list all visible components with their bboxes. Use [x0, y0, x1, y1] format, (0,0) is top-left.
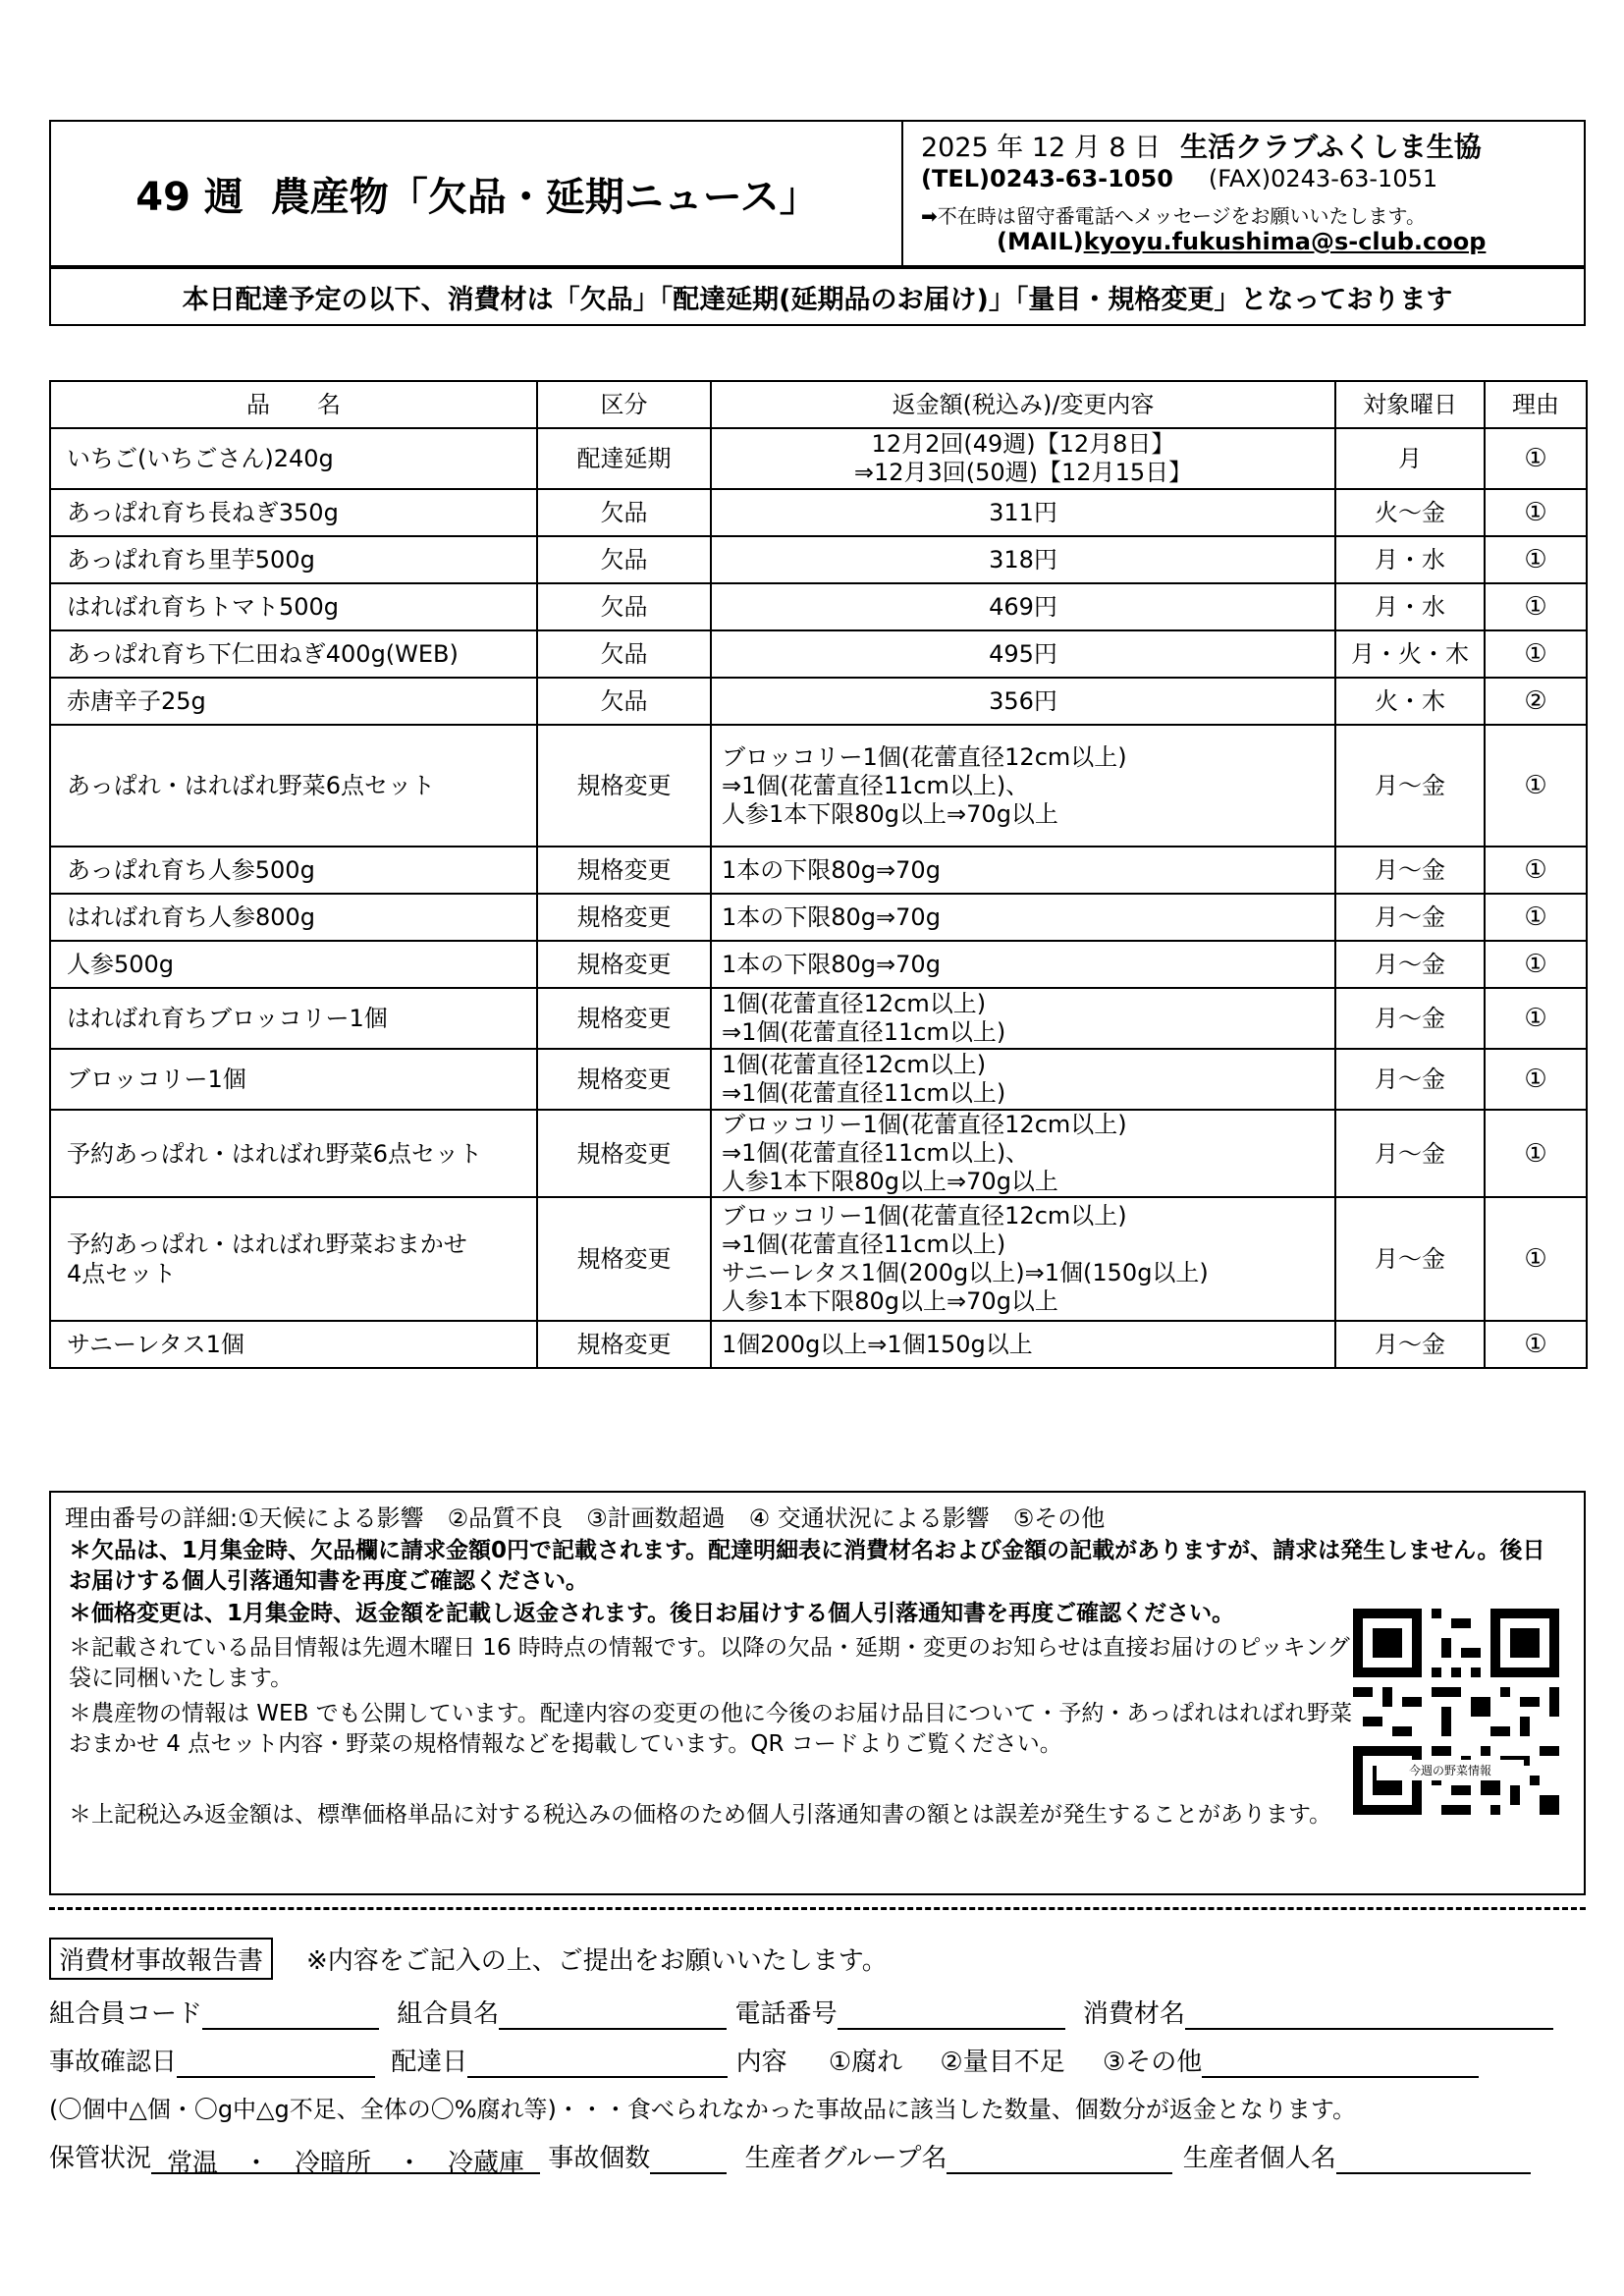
item-detail: 1本の下限80g⇒70g — [711, 941, 1335, 988]
item-detail: 1個(花蕾直径12cm以上) ⇒1個(花蕾直径11cm以上) — [711, 1049, 1335, 1110]
accident-count-label: 事故個数 — [548, 2144, 651, 2173]
table-row — [50, 630, 1587, 678]
col-header-kubun: 区分 — [537, 381, 711, 428]
col-header-detail: 返金額(税込み)/変更内容 — [711, 381, 1335, 428]
item-kubun: 規格変更 — [537, 847, 711, 894]
delivery-date-label: 配達日 — [391, 2048, 468, 2077]
table-row — [50, 489, 1587, 536]
intro-banner: 本日配達予定の以下、消費材は「欠品」「配達延期(延期品のお届け)」「量目・規格変更」となっております — [49, 267, 1586, 326]
item-day: 月～金 — [1335, 988, 1485, 1049]
delivery-date-field[interactable] — [467, 2050, 728, 2078]
item-detail: 469円 — [711, 583, 1335, 630]
accident-count-field[interactable] — [650, 2147, 727, 2174]
table-header-row — [50, 381, 1587, 428]
option-rot[interactable]: ①腐れ — [828, 2048, 903, 2077]
storage-label: 保管状況 — [49, 2144, 152, 2173]
item-reason: ① — [1485, 536, 1587, 583]
producer-group-field[interactable] — [947, 2147, 1172, 2174]
content-label: 内容 — [735, 2048, 787, 2077]
note-refund-diff: ＊上記税込み返金額は、標準価格単品に対する税込みの価格のため個人引落通知書の額とは誤差が発生することがあります。 — [69, 1802, 1332, 1828]
item-kubun: 規格変更 — [537, 1321, 711, 1368]
item-day: 月・水 — [1335, 536, 1485, 583]
report-row-2 — [49, 2042, 1479, 2078]
item-name-label: 消費材名 — [1082, 1999, 1185, 2029]
qr-code-icon[interactable] — [1353, 1609, 1559, 1815]
contact-line — [921, 165, 1437, 192]
item-kubun: 規格変更 — [537, 1110, 711, 1197]
mail-address[interactable]: kyoyu.fukushima@s-club.coop — [1083, 228, 1487, 255]
report-title: 消費材事故報告書 — [49, 1938, 273, 1980]
item-kubun: 規格変更 — [537, 1197, 711, 1321]
table-row — [50, 1321, 1587, 1368]
item-kubun: 規格変更 — [537, 941, 711, 988]
page-title: 49 週 農産物「欠品・延期ニュース」 — [49, 120, 903, 267]
storage-options[interactable]: 常温 ・ 冷暗所 ・ 冷蔵庫 — [151, 2143, 540, 2174]
item-detail: 495円 — [711, 630, 1335, 678]
table-row — [50, 1110, 1587, 1197]
phone-label: 電話番号 — [734, 1999, 838, 2029]
absent-note: ➡不在時は留守番電話へメッセージをお願いいたします。 — [921, 204, 1426, 228]
confirm-date-label: 事故確認日 — [49, 2048, 178, 2077]
item-day: 月 — [1335, 428, 1485, 489]
item-day: 月～金 — [1335, 941, 1485, 988]
item-detail: ブロッコリー1個(花蕾直径12cm以上) ⇒1個(花蕾直径11cm以上)、 人参1本下限80g以上⇒70g以上 — [711, 725, 1335, 847]
refund-note: (〇個中△個・〇g中△g不足、全体の〇%腐れ等)・・・食べられなかった事故品に該当した数量、個数分が返金となります。 — [49, 2096, 1356, 2123]
item-name: はればれ育ちブロッコリー1個 — [50, 988, 537, 1049]
item-reason: ① — [1485, 1321, 1587, 1368]
item-name: あっぱれ育ち長ねぎ350g — [50, 489, 537, 536]
item-day: 月～金 — [1335, 1321, 1485, 1368]
item-detail: 1本の下限80g⇒70g — [711, 847, 1335, 894]
member-name-field[interactable] — [499, 2002, 727, 2030]
other-field[interactable] — [1202, 2050, 1479, 2078]
table-row — [50, 988, 1587, 1049]
item-day: 火・木 — [1335, 678, 1485, 725]
item-kubun: 欠品 — [537, 630, 711, 678]
item-name: あっぱれ育ち里芋500g — [50, 536, 537, 583]
item-kubun: 配達延期 — [537, 428, 711, 489]
item-name: はればれ育ち人参800g — [50, 894, 537, 941]
items-table — [49, 380, 1588, 1369]
item-detail: ブロッコリー1個(花蕾直径12cm以上) ⇒1個(花蕾直径11cm以上)、 人参1本下限80g以上⇒70g以上 — [711, 1110, 1335, 1197]
producer-group-label: 生産者グループ名 — [744, 2144, 947, 2173]
qr-label: 今週の野菜情報 — [1377, 1760, 1524, 1780]
tel-number: (TEL)0243-63-1050 — [921, 165, 1173, 192]
item-day: 月～金 — [1335, 725, 1485, 847]
table-row — [50, 678, 1587, 725]
note-missing: ＊欠品は、1月集金時、欠品欄に請求金額0円で記載されます。配達明細表に消費材名および金額の記載がありますが、請求は発生しません。後日お届けする個人引落通知書を再度ご確認ください。 — [69, 1538, 1545, 1594]
item-kubun: 欠品 — [537, 678, 711, 725]
report-row-3 — [49, 2138, 1531, 2178]
table-row — [50, 1197, 1587, 1321]
producer-name-label: 生産者個人名 — [1182, 2144, 1336, 2173]
mail-label: (MAIL) — [997, 228, 1084, 255]
item-detail: 12月2回(49週)【12月8日】 ⇒12月3回(50週)【12月15日】 — [711, 428, 1335, 489]
item-reason: ① — [1485, 1197, 1587, 1321]
table-row — [50, 725, 1587, 847]
option-other[interactable]: ③その他 — [1103, 2048, 1203, 2077]
table-row — [50, 428, 1587, 489]
item-detail: ブロッコリー1個(花蕾直径12cm以上) ⇒1個(花蕾直径11cm以上) サニーレタス1個(200g以上)⇒1個(150g以上) 人参1本下限80g以上⇒70g以上 — [711, 1197, 1335, 1321]
item-kubun: 規格変更 — [537, 1049, 711, 1110]
item-kubun: 欠品 — [537, 536, 711, 583]
item-name: 赤唐辛子25g — [50, 678, 537, 725]
table-row — [50, 583, 1587, 630]
item-name: 人参500g — [50, 941, 537, 988]
item-day: 火～金 — [1335, 489, 1485, 536]
table-row — [50, 536, 1587, 583]
item-reason: ① — [1485, 988, 1587, 1049]
header-date-line — [921, 126, 1482, 165]
item-day: 月・火・木 — [1335, 630, 1485, 678]
table-row — [50, 894, 1587, 941]
item-reason: ① — [1485, 1049, 1587, 1110]
table-row — [50, 847, 1587, 894]
report-note: ※内容をご記入の上、ご提出をお願いいたします。 — [306, 1946, 888, 1976]
item-detail: 318円 — [711, 536, 1335, 583]
mail-line — [997, 228, 1486, 255]
col-header-reason: 理由 — [1485, 381, 1587, 428]
item-reason: ① — [1485, 489, 1587, 536]
org-name: 生活クラブふくしま生協 — [1180, 131, 1482, 163]
item-day: 月～金 — [1335, 894, 1485, 941]
item-name: いちご(いちごさん)240g — [50, 428, 537, 489]
note-info-timing: ＊記載されている品目情報は先週木曜日 16 時時点の情報です。以降の欠品・延期・変更のお知らせは直接お届けのピッキング袋に同梱いたします。 — [69, 1635, 1350, 1691]
item-name: あっぱれ・はればれ野菜6点セット — [50, 725, 537, 847]
item-reason: ① — [1485, 630, 1587, 678]
reason-legend: 理由番号の詳細:①天候による影響 ②品質不良 ③計画数超過 ④ 交通状況による影響 ⑤その他 — [65, 1504, 1106, 1532]
item-kubun: 欠品 — [537, 583, 711, 630]
item-reason: ① — [1485, 847, 1587, 894]
item-day: 月～金 — [1335, 1049, 1485, 1110]
option-short[interactable]: ②量目不足 — [940, 2048, 1065, 2077]
col-header-day: 対象曜日 — [1335, 381, 1485, 428]
item-reason: ① — [1485, 894, 1587, 941]
item-day: 月・水 — [1335, 583, 1485, 630]
item-kubun: 欠品 — [537, 489, 711, 536]
item-reason: ① — [1485, 583, 1587, 630]
cut-line-divider — [49, 1907, 1586, 1910]
item-name: はればれ育ちトマト500g — [50, 583, 537, 630]
member-name-label: 組合員名 — [397, 1999, 500, 2029]
header-info — [901, 120, 1586, 267]
item-reason: ① — [1485, 941, 1587, 988]
item-name: ブロッコリー1個 — [50, 1049, 537, 1110]
member-code-field[interactable] — [202, 2002, 379, 2030]
item-reason: ① — [1485, 1110, 1587, 1197]
notes-box — [49, 1491, 1586, 1895]
col-header-name: 品 名 — [50, 381, 537, 428]
item-detail: 356円 — [711, 678, 1335, 725]
item-kubun: 規格変更 — [537, 894, 711, 941]
item-detail: 1個(花蕾直径12cm以上) ⇒1個(花蕾直径11cm以上) — [711, 988, 1335, 1049]
item-detail: 1個200g以上⇒1個150g以上 — [711, 1321, 1335, 1368]
confirm-date-field[interactable] — [177, 2050, 375, 2078]
item-name: サニーレタス1個 — [50, 1321, 537, 1368]
item-day: 月～金 — [1335, 1110, 1485, 1197]
item-name-field[interactable] — [1185, 2002, 1553, 2030]
item-day: 月～金 — [1335, 1197, 1485, 1321]
member-code-label: 組合員コード — [49, 1999, 203, 2029]
report-row-1 — [49, 1994, 1553, 2030]
item-reason: ① — [1485, 725, 1587, 847]
phone-field[interactable] — [838, 2002, 1065, 2030]
item-kubun: 規格変更 — [537, 988, 711, 1049]
item-detail: 1本の下限80g⇒70g — [711, 894, 1335, 941]
table-row — [50, 941, 1587, 988]
item-kubun: 規格変更 — [537, 725, 711, 847]
item-name: あっぱれ育ち人参500g — [50, 847, 537, 894]
item-name: 予約あっぱれ・はればれ野菜6点セット — [50, 1110, 537, 1197]
note-web-info: ＊農産物の情報は WEB でも公開しています。配達内容の変更の他に今後のお届け品目について・予約・あっぱれはればれ野菜おまかせ 4 点セット内容・野菜の規格情報などを掲載しています。QR コードよりご覧ください。 — [69, 1701, 1353, 1757]
item-detail: 311円 — [711, 489, 1335, 536]
fax-number: (FAX)0243-63-1051 — [1208, 165, 1438, 192]
item-day: 月～金 — [1335, 847, 1485, 894]
producer-name-field[interactable] — [1336, 2147, 1531, 2174]
note-price-change: ＊価格変更は、1月集金時、返金額を記載し返金されます。後日お届けする個人引落通知書を再度ご確認ください。 — [69, 1601, 1235, 1626]
item-reason: ① — [1485, 428, 1587, 489]
item-name: あっぱれ育ち下仁田ねぎ400g(WEB) — [50, 630, 537, 678]
table-row — [50, 1049, 1587, 1110]
issue-date: 2025 年 12 月 8 日 — [921, 133, 1162, 163]
item-name: 予約あっぱれ・はればれ野菜おまかせ 4点セット — [50, 1197, 537, 1321]
item-reason: ② — [1485, 678, 1587, 725]
